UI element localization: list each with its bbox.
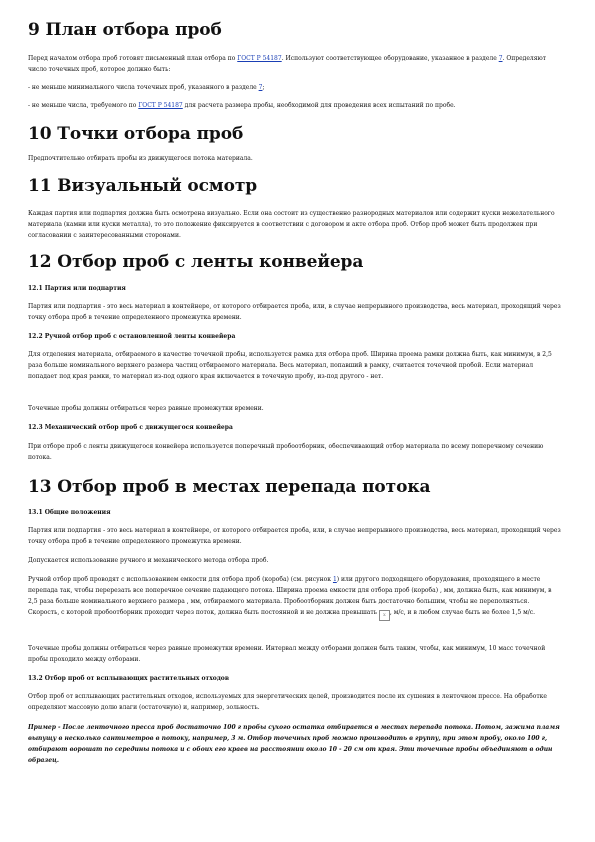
s13-paragraph-1: Партия или подпартия - это весь материал в контейнере, от которого отбирается проба, или, в случае непрерывного производства, весь материал, проходящий через точку отбора проб в течение определенного промежутка времени. — [28, 527, 561, 545]
section-12-heading: 12 Отбор проб с ленты конвейера — [28, 252, 364, 272]
section-10-heading: 10 Точки отбора проб — [28, 124, 244, 144]
s13-paragraph-2: Допускается использование ручного и механического метода отбора проб. — [28, 557, 269, 564]
s9-paragraph-3: - не меньше числа, требуемого по ГОСТ Р 54187 для расчета размера пробы, необходимой для проведения всех испытаний по пробе. — [28, 102, 456, 109]
figure-1-link[interactable]: 1 — [332, 576, 337, 583]
s12-subheading-1: 12.1 Партия или подпартия — [28, 285, 126, 292]
section-11-heading: 11 Визуальный осмотр — [28, 176, 258, 196]
s13-subheading-2: 13.2 Отбор проб от всплывающих растительных отходов — [28, 675, 229, 682]
gost-link[interactable]: ГОСТ Р 54187 — [138, 102, 183, 109]
s11-paragraph-1: Каждая партия или подпартия должна быть осмотрена визуально. Если она состоит из существенно разнородных материалов или содержит куски нежелательного материала (камни или куски металла), то это положение фиксируется в соответствии с договором и акте отбора проб. Отбор проб может быть продолжен при согласовании с заинтересованными сторонами. — [28, 210, 555, 239]
formula-image-icon: x — [379, 610, 390, 621]
s12-subheading-2: 12.2 Ручной отбор проб с остановленной ленты конвейера — [28, 333, 236, 340]
s9-paragraph-1: Перед началом отбора проб готовят письменный план отбора по ГОСТ Р 54187. Используют соответствующее оборудование, указанное в разделе 7. Определяют число точечных проб, которое должно быть: — [28, 55, 547, 73]
section-7-link[interactable]: 7 — [258, 84, 263, 91]
s13-paragraph-3: Ручной отбор проб проводят с использованием емкости для отбора проб (короба) (см. рисунок 1) или другого подходящего оборудования, проходящего в месте перепада так, чтобы перерезать все поперечное сечение падающего потока. Ширина проема емкости для отбора проб (короба) , мм, должна быть, как минимум, в 2,5 раза больше номинального верхнего размера , мм, отбираемого материала. Пробоотборник должен быть достаточно большим, чтобы не переполняться. Скорость, с которой пробоотборник проходит через поток, должна быть постоянной и не должна превышать x , м/с, и в любом случае быть не более 1,5 м/с. — [28, 574, 562, 621]
s12-subheading-3: 12.3 Механический отбор проб с движущегося конвейера — [28, 424, 233, 431]
section-9-heading: 9 План отбора проб — [28, 20, 222, 40]
gost-link[interactable]: ГОСТ Р 54187 — [237, 55, 282, 62]
s12-paragraph-4: При отборе проб с ленты движущегося конвейера используется поперечный пробоотборник, обеспечивающий отбор материала по всему поперечному сечению потока. — [28, 443, 544, 461]
s13-paragraph-4: Точечные пробы должны отбираться через равные промежутки времени. Интервал между отборами должен быть таким, чтобы, как минимум, 10 масс точечной пробы проходило между отборами. — [28, 645, 546, 663]
s12-paragraph-3: Точечные пробы должны отбираться через равные промежутки времени. — [28, 405, 264, 412]
s9-paragraph-2: - не меньше минимального числа точечных проб, указанного в разделе 7; — [28, 84, 265, 91]
s12-paragraph-2: Для отделения материала, отбираемого в качестве точечной пробы, используется рамка для отбора проб. Ширина проема рамки должна быть, как минимум, в 2,5 раза больше номинального верхнего размера частиц отбираемого материала. Весь материал, попавший в рамку, считается точечной пробой. Если материал попадает под края рамки, то материал из-под одного края включается в точечную пробу, из-под другого - нет. — [28, 351, 552, 380]
s13-subheading-1: 13.1 Общие положения — [28, 509, 111, 516]
s13-paragraph-5: Отбор проб от всплывающих растительных отходов, используемых для энергетических целей, производится после их сушения в ленточном прессе. На обработке определяют массовую долю влаги (остаточную) и, например, зольность. — [28, 693, 547, 711]
section-13-heading: 13 Отбор проб в местах перепада потока — [28, 477, 431, 497]
s12-paragraph-1: Партия или подпартия - это весь материал в контейнере, от которого отбирается проба, или, в случае непрерывного производства, весь материал, проходящий через точку отбора проб в течение определенного промежутка времени. — [28, 303, 561, 321]
section-7-link[interactable]: 7 — [498, 55, 503, 62]
s10-paragraph-1: Предпочтительно отбирать пробы из движущегося потока материала. — [28, 155, 253, 162]
s13-example: Пример - После ленточного пресса проб достаточно 100 г пробы сухого остатка отбирается в местах перепада потока. Потом, зажима пламя выпущу в несколько сантиметров в потоку, например, 3 м. Отбор точечных проб можно производить в группу, при этом пробу, около 100 г, отбирают ворошат по середины потока и с обоих его краев на расстоянии около 10 - 20 см от края. Эти точечные пробы объединяют в один образец. — [28, 724, 560, 764]
